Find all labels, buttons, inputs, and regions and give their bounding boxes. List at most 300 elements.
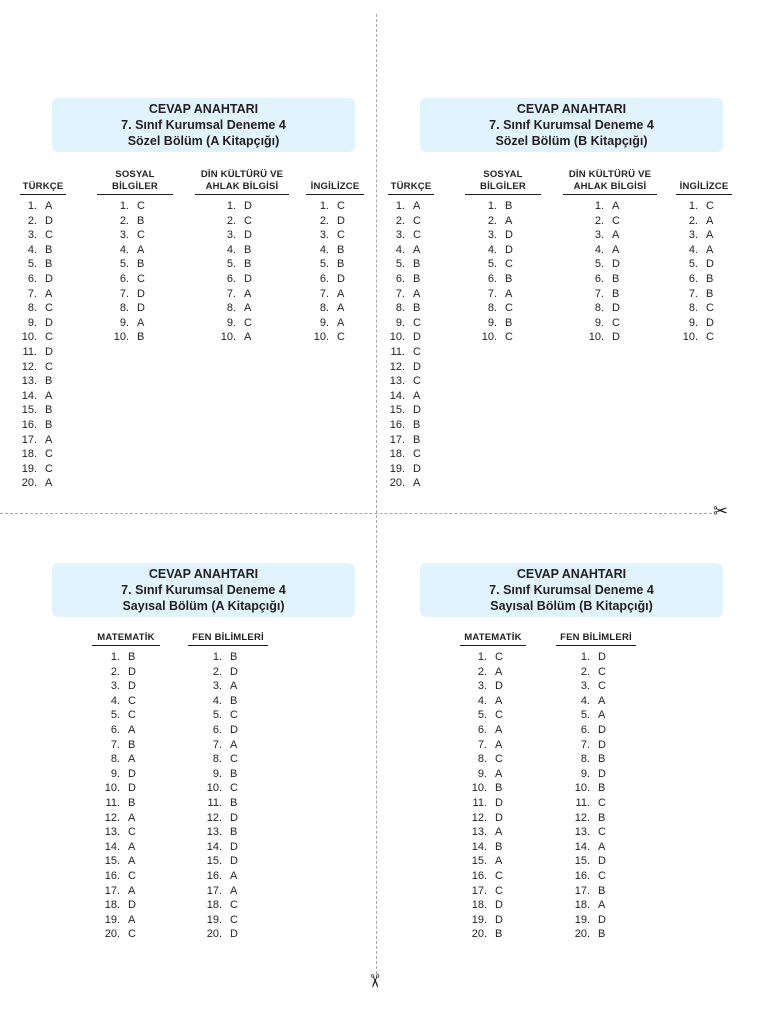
answer-row [92,854,160,869]
answer-letter: B [706,272,714,285]
answer-row [460,840,526,855]
answer-letter: D [413,360,421,373]
question-number: 17. [389,433,405,446]
heading-underline [563,194,657,195]
question-number: 14. [21,389,37,402]
question-number: 17. [104,884,120,897]
answer-letter: C [137,229,145,242]
answer-row [460,738,526,753]
question-number: 1. [477,651,487,663]
answer-letter: B [495,840,503,853]
answer-letter: D [413,331,421,344]
answer-row [388,272,434,287]
answer-letter: C [495,753,503,766]
answer-row [306,287,364,302]
answer-row [20,330,66,345]
answer-letter: A [137,243,145,256]
answer-row [465,228,541,243]
question-number: 6. [212,723,222,736]
answer-letter: D [128,767,136,780]
answer-row [306,214,364,229]
answer-list [306,199,364,345]
answer-row [388,257,434,272]
answer-letter: B [45,258,53,271]
question-number: 6. [580,723,590,736]
answer-row [306,243,364,258]
question-number: 18. [104,899,120,912]
answer-row [556,898,636,913]
question-number: 3. [688,229,698,242]
answer-row [460,679,526,694]
answer-key-title: CEVAP ANAHTARI [516,102,627,116]
question-number: 2. [319,214,329,227]
answer-letter: D [230,840,238,853]
answer-letter: C [598,680,606,693]
answer-row [188,840,268,855]
question-number: 9. [119,316,129,329]
answer-row [556,738,636,753]
answer-row [460,869,526,884]
answer-letter: C [137,272,145,285]
question-number: 10. [574,782,590,795]
answer-letter: C [137,200,145,212]
answer-letter: C [128,826,136,839]
question-number: 5. [688,258,698,271]
question-number: 5. [110,709,120,722]
question-number: 6. [226,272,236,285]
question-number: 15. [21,404,37,417]
answer-row [92,840,160,855]
answer-letter: B [128,796,136,809]
question-number: 19. [574,913,590,926]
answer-letter: A [505,214,513,227]
answer-row [92,650,160,665]
answer-row [188,665,268,680]
question-number: 5. [319,258,329,271]
answer-row [563,214,657,229]
question-number: 12. [574,811,590,824]
answer-letter: B [598,782,606,795]
subject-heading-line: İNGİLİZCE [679,181,729,192]
question-number: 10. [588,331,604,344]
answer-row [388,228,434,243]
answer-letter: C [413,448,421,461]
answer-letter: C [45,331,53,344]
answer-letter: C [128,709,136,722]
question-number: 6. [27,272,37,285]
answer-row [556,840,636,855]
answer-letter: D [598,651,606,663]
answer-row [92,898,160,913]
answer-row [460,913,526,928]
answer-list [465,199,541,345]
question-number: 3. [27,229,37,242]
question-number: 15. [104,855,120,868]
question-number: 12. [389,360,405,373]
question-number: 6. [487,272,497,285]
answer-row [388,462,434,477]
answer-row [20,228,66,243]
answer-letter: D [128,665,136,678]
heading-underline [556,645,636,646]
answer-letter: C [337,331,345,344]
answer-letter: B [505,316,513,329]
question-number: 2. [395,214,405,227]
question-number: 7. [212,738,222,751]
answer-letter: A [413,389,421,402]
exam-name: 7. Sınıf Kurumsal Deneme 4 [121,118,286,132]
question-number: 17. [471,884,487,897]
answer-letter: B [413,302,421,315]
question-number: 9. [395,316,405,329]
answer-letter: B [598,811,606,824]
answer-letter: C [505,258,513,271]
answer-row [20,433,66,448]
question-number: 6. [119,272,129,285]
question-number: 13. [471,826,487,839]
answer-row [563,272,657,287]
heading-underline [20,194,66,195]
answer-letter: D [244,229,252,242]
answer-letter: B [45,418,53,431]
answer-letter: C [45,302,53,315]
answer-row [92,752,160,767]
question-number: 8. [119,302,129,315]
answer-row [92,767,160,782]
answer-letter: C [495,651,503,663]
answer-letter: D [413,404,421,417]
answer-letter: B [598,884,606,897]
answer-letter: A [128,723,136,736]
answer-letter: A [413,477,421,490]
question-number: 9. [594,316,604,329]
answer-letter: C [612,316,620,329]
answer-letter: B [413,418,421,431]
answer-letter: A [230,680,238,693]
answer-letter: D [244,272,252,285]
answer-list [188,650,268,942]
answer-row [92,869,160,884]
subject-heading-line: BİLGİLER [480,181,526,192]
answer-letter: B [137,331,145,344]
question-number: 1. [119,200,129,212]
answer-row [556,913,636,928]
question-number: 9. [580,767,590,780]
answer-row [188,708,268,723]
answer-letter: C [230,709,238,722]
subject-heading-line: TÜRKÇE [22,181,64,192]
question-number: 7. [226,287,236,300]
answer-row [556,825,636,840]
answer-row [188,884,268,899]
answer-row [20,403,66,418]
question-number: 4. [212,694,222,707]
answer-row [188,738,268,753]
question-number: 12. [104,811,120,824]
answer-row [92,781,160,796]
answer-letter: B [337,258,345,271]
question-number: 2. [487,214,497,227]
answer-letter: A [413,200,421,212]
answer-row [195,272,289,287]
answer-letter: D [128,899,136,912]
subject-heading-line: AHLAK BİLGİSİ [205,181,279,192]
answer-row [20,418,66,433]
answer-row [20,199,66,214]
question-number: 2. [226,214,236,227]
answer-letter: D [598,767,606,780]
answer-row [188,825,268,840]
question-number: 3. [119,229,129,242]
question-number: 3. [487,229,497,242]
question-number: 11. [207,796,222,809]
answer-row [460,811,526,826]
answer-row [676,243,732,258]
answer-letter: A [598,840,606,853]
answer-row [188,723,268,738]
question-number: 6. [395,272,405,285]
answer-letter: B [505,200,513,212]
answer-letter: A [495,694,503,707]
answer-row [306,228,364,243]
heading-underline [195,194,289,195]
answer-row [460,825,526,840]
answer-row [188,927,268,942]
subject-column [676,165,732,505]
answer-letter: C [413,214,421,227]
answer-letter: A [495,855,503,868]
question-number: 9. [110,767,120,780]
answer-row [676,199,732,214]
scissors-icon: ✂ [713,501,729,521]
answer-row [188,781,268,796]
answer-letter: B [128,651,136,663]
question-number: 7. [487,287,497,300]
answer-letter: D [45,214,53,227]
answer-row [188,869,268,884]
answer-row [188,854,268,869]
answer-letter: C [128,694,136,707]
answer-row [195,199,289,214]
answer-row [388,476,434,491]
answer-row [388,447,434,462]
question-number: 3. [395,229,405,242]
answer-letter: B [230,796,238,809]
answer-row [388,316,434,331]
question-number: 1. [594,200,604,212]
answer-row [20,389,66,404]
question-number: 5. [395,258,405,271]
question-number: 4. [319,243,329,256]
answer-letter: C [128,928,136,941]
answer-row [460,781,526,796]
subject-column [97,165,173,505]
subject-column [92,616,160,956]
answer-row [676,257,732,272]
answer-letter: C [612,214,620,227]
question-number: 5. [594,258,604,271]
answer-row [465,330,541,345]
answer-row [20,374,66,389]
booklet-label: Sözel Bölüm (B Kitapçığı) [495,134,648,148]
question-number: 8. [594,302,604,315]
question-number: 18. [471,899,487,912]
question-number: 13. [21,375,37,388]
answer-letter: C [413,375,421,388]
answer-letter: B [413,258,421,271]
answer-row [97,316,173,331]
answer-letter: B [505,272,513,285]
question-number: 4. [119,243,129,256]
answer-row [556,927,636,942]
question-number: 4. [110,694,120,707]
question-number: 7. [594,287,604,300]
question-number: 1. [487,200,497,212]
answer-row [556,811,636,826]
answer-letter: A [230,738,238,751]
question-number: 4. [27,243,37,256]
answer-row [676,214,732,229]
answer-letter: A [495,665,503,678]
question-number: 4. [594,243,604,256]
question-number: 3. [110,680,120,693]
question-number: 18. [389,448,405,461]
question-number: 8. [487,302,497,315]
answer-letter: D [128,680,136,693]
question-number: 13. [574,826,590,839]
answer-key-title: CEVAP ANAHTARI [148,102,259,116]
question-number: 19. [21,462,37,475]
answer-letter: A [45,477,53,490]
question-number: 8. [212,753,222,766]
answer-letter: C [495,709,503,722]
answer-letter: A [244,331,252,344]
subject-heading-line: SOSYAL [115,169,155,180]
question-number: 16. [21,418,37,431]
question-number: 3. [226,229,236,242]
answer-row [460,694,526,709]
answer-letter: B [706,287,714,300]
answer-list [92,650,160,942]
subject-heading-line: FEN BİLİMLERİ [192,632,264,643]
answer-list [97,199,173,345]
answer-key-header [420,563,723,617]
answer-key-header [52,98,355,152]
answer-letter: C [706,331,714,344]
answer-row [563,199,657,214]
question-number: 2. [580,665,590,678]
answer-letter: B [230,694,238,707]
answer-row [556,854,636,869]
question-number: 6. [688,272,698,285]
question-number: 4. [226,243,236,256]
question-number: 19. [104,913,120,926]
subject-heading-line: BİLGİLER [112,181,158,192]
answer-letter: B [598,753,606,766]
answer-letter: A [337,302,345,315]
answer-row [388,403,434,418]
answer-row [460,796,526,811]
answer-letter: D [128,782,136,795]
answer-row [92,884,160,899]
answer-list [460,650,526,942]
answer-row [20,301,66,316]
question-number: 2. [119,214,129,227]
question-number: 8. [580,753,590,766]
question-number: 5. [477,709,487,722]
answer-row [563,228,657,243]
answer-row [388,345,434,360]
answer-row [195,301,289,316]
answer-letter: B [495,782,503,795]
answer-row [92,796,160,811]
answer-letter: A [706,243,714,256]
answer-row [20,447,66,462]
answer-letter: B [230,826,238,839]
answer-list [563,199,657,345]
answer-letter: B [244,243,252,256]
answer-row [388,360,434,375]
scissors-icon: ✂ [364,973,385,989]
question-number: 10. [21,331,37,344]
answer-row [388,433,434,448]
question-number: 9. [212,767,222,780]
subject-heading-line: AHLAK BİLGİSİ [573,181,647,192]
question-number: 1. [212,651,222,663]
answer-letter: C [45,360,53,373]
subject-column [188,616,268,956]
question-number: 7. [477,738,487,751]
answer-row [188,898,268,913]
question-number: 14. [574,840,590,853]
question-number: 5. [119,258,129,271]
question-number: 13. [104,826,120,839]
question-number: 4. [580,694,590,707]
question-number: 12. [21,360,37,373]
question-number: 2. [212,665,222,678]
answer-row [388,389,434,404]
subject-heading [563,169,657,193]
answer-letter: B [337,243,345,256]
answer-row [388,374,434,389]
answer-letter: D [244,200,252,212]
subject-heading-line: TÜRKÇE [390,181,432,192]
question-number: 3. [594,229,604,242]
question-number: 17. [574,884,590,897]
answer-row [306,257,364,272]
answer-letter: C [337,200,345,212]
answer-letter: A [495,767,503,780]
question-number: 1. [110,651,120,663]
answer-letter: A [495,723,503,736]
heading-underline [97,194,173,195]
answer-row [188,694,268,709]
answer-row [465,287,541,302]
answer-letter: C [413,229,421,242]
question-number: 2. [594,214,604,227]
heading-underline [92,645,160,646]
answer-letter: D [495,796,503,809]
answer-row [460,650,526,665]
question-number: 14. [389,389,405,402]
answer-letter: C [598,826,606,839]
answer-letter: B [413,433,421,446]
answer-row [556,650,636,665]
question-number: 9. [319,316,329,329]
answer-row [460,767,526,782]
subject-heading [20,181,66,193]
question-number: 11. [575,796,590,809]
